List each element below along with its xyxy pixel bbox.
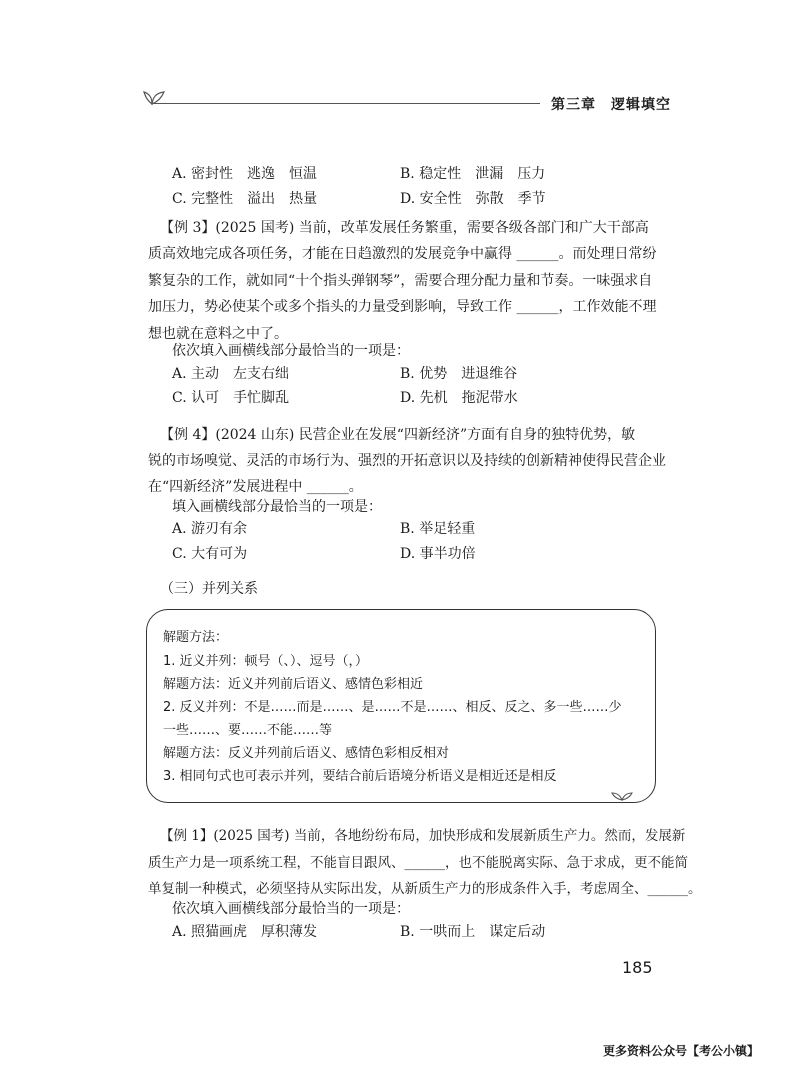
page-number: 185 xyxy=(622,958,653,977)
option-c: C. 完整性 溢出 热量 xyxy=(172,191,318,207)
option-d: D. 事半功倍 xyxy=(400,546,476,562)
header-rule xyxy=(152,103,540,104)
method-line: 2. 反义并列：不是……而是……、是……不是……、相反、反之、多一些……少 xyxy=(163,700,622,715)
leaf-icon xyxy=(610,788,634,802)
option-b: B. 稳定性 泄漏 压力 xyxy=(400,166,546,182)
chapter-title: 第三章 逻辑填空 xyxy=(551,97,671,113)
option-a: A. 游刃有余 xyxy=(172,521,248,537)
option-c: C. 认可 手忙脚乱 xyxy=(172,390,290,406)
example3-line: 质高效地完成各项任务，才能在日趋激烈的发展竞争中赢得 ______。而处理日常纷 xyxy=(148,246,657,262)
method-line: 3. 相同句式也可表示并列，要结合前后语境分析语义是相近还是相反 xyxy=(163,769,557,784)
example1-line: 质生产力是一项系统工程，不能盲目跟风、______，也不能脱离实际、急于求成，更不能简 xyxy=(148,855,688,871)
method-line: 解题方法：近义并列前后语义、感情色彩相近 xyxy=(163,677,424,692)
option-a: A. 密封性 逃逸 恒温 xyxy=(172,166,318,182)
example3-line: 加压力，势必使某个或多个指头的力量受到影响，导致工作 ______，工作效能不理 xyxy=(148,299,657,315)
example3-line: 繁复杂的工作，就如同“十个指头弹钢琴”，需要合理分配力量和节奏。一味强求自 xyxy=(148,273,653,289)
example1-question: 依次填入画横线部分最恰当的一项是： xyxy=(172,901,410,917)
example1-line: 单复制一种模式，必须坚持从实际出发，从新质生产力的形成条件入手，考虑周全、______。 xyxy=(148,881,702,897)
example3-line: 【例 3】(2025 国考) 当前，改革发展任务繁重，需要各级各部门和广大干部高 xyxy=(160,220,649,236)
sprout-icon xyxy=(140,84,170,108)
example3-question: 依次填入画横线部分最恰当的一项是： xyxy=(172,343,410,359)
method-line: 解题方法：反义并列前后语义、感情色彩相反相对 xyxy=(163,746,450,761)
example3-line: 想也就在意料之中了。 xyxy=(148,326,288,342)
option-b: B. 举足轻重 xyxy=(400,521,476,537)
example4-line: 在“四新经济”发展进程中 ______。 xyxy=(148,479,363,495)
option-a: A. 照猫画虎 厚积薄发 xyxy=(172,924,318,940)
option-b: B. 优势 进退维谷 xyxy=(400,366,518,382)
option-d: D. 安全性 弥散 季节 xyxy=(400,191,546,207)
method-line: 1. 近义并列：顿号（、）、逗号（，） xyxy=(163,654,369,669)
example4-line: 【例 4】(2024 山东) 民营企业在发展“四新经济”方面有自身的独特优势，敏 xyxy=(160,427,636,443)
method-line: 解题方法： xyxy=(163,630,229,645)
example4-question: 填入画横线部分最恰当的一项是： xyxy=(172,499,382,515)
example4-line: 锐的市场嗅觉、灵活的市场行为、强烈的开拓意识以及持续的创新精神使得民营企业 xyxy=(148,453,666,469)
option-a: A. 主动 左支右绌 xyxy=(172,366,290,382)
section-title: （三）并列关系 xyxy=(160,581,258,597)
option-c: C. 大有可为 xyxy=(172,546,248,562)
option-d: D. 先机 拖泥带水 xyxy=(400,390,518,406)
footer-note: 更多资料公众号【考公小镇】 xyxy=(603,1044,760,1058)
option-b: B. 一哄而上 谋定后动 xyxy=(400,924,546,940)
example1-line: 【例 1】(2025 国考) 当前，各地纷纷布局，加快形成和发展新质生产力。然而，发展新 xyxy=(160,828,686,844)
method-line: 一些……、要……不能……等 xyxy=(163,723,333,738)
